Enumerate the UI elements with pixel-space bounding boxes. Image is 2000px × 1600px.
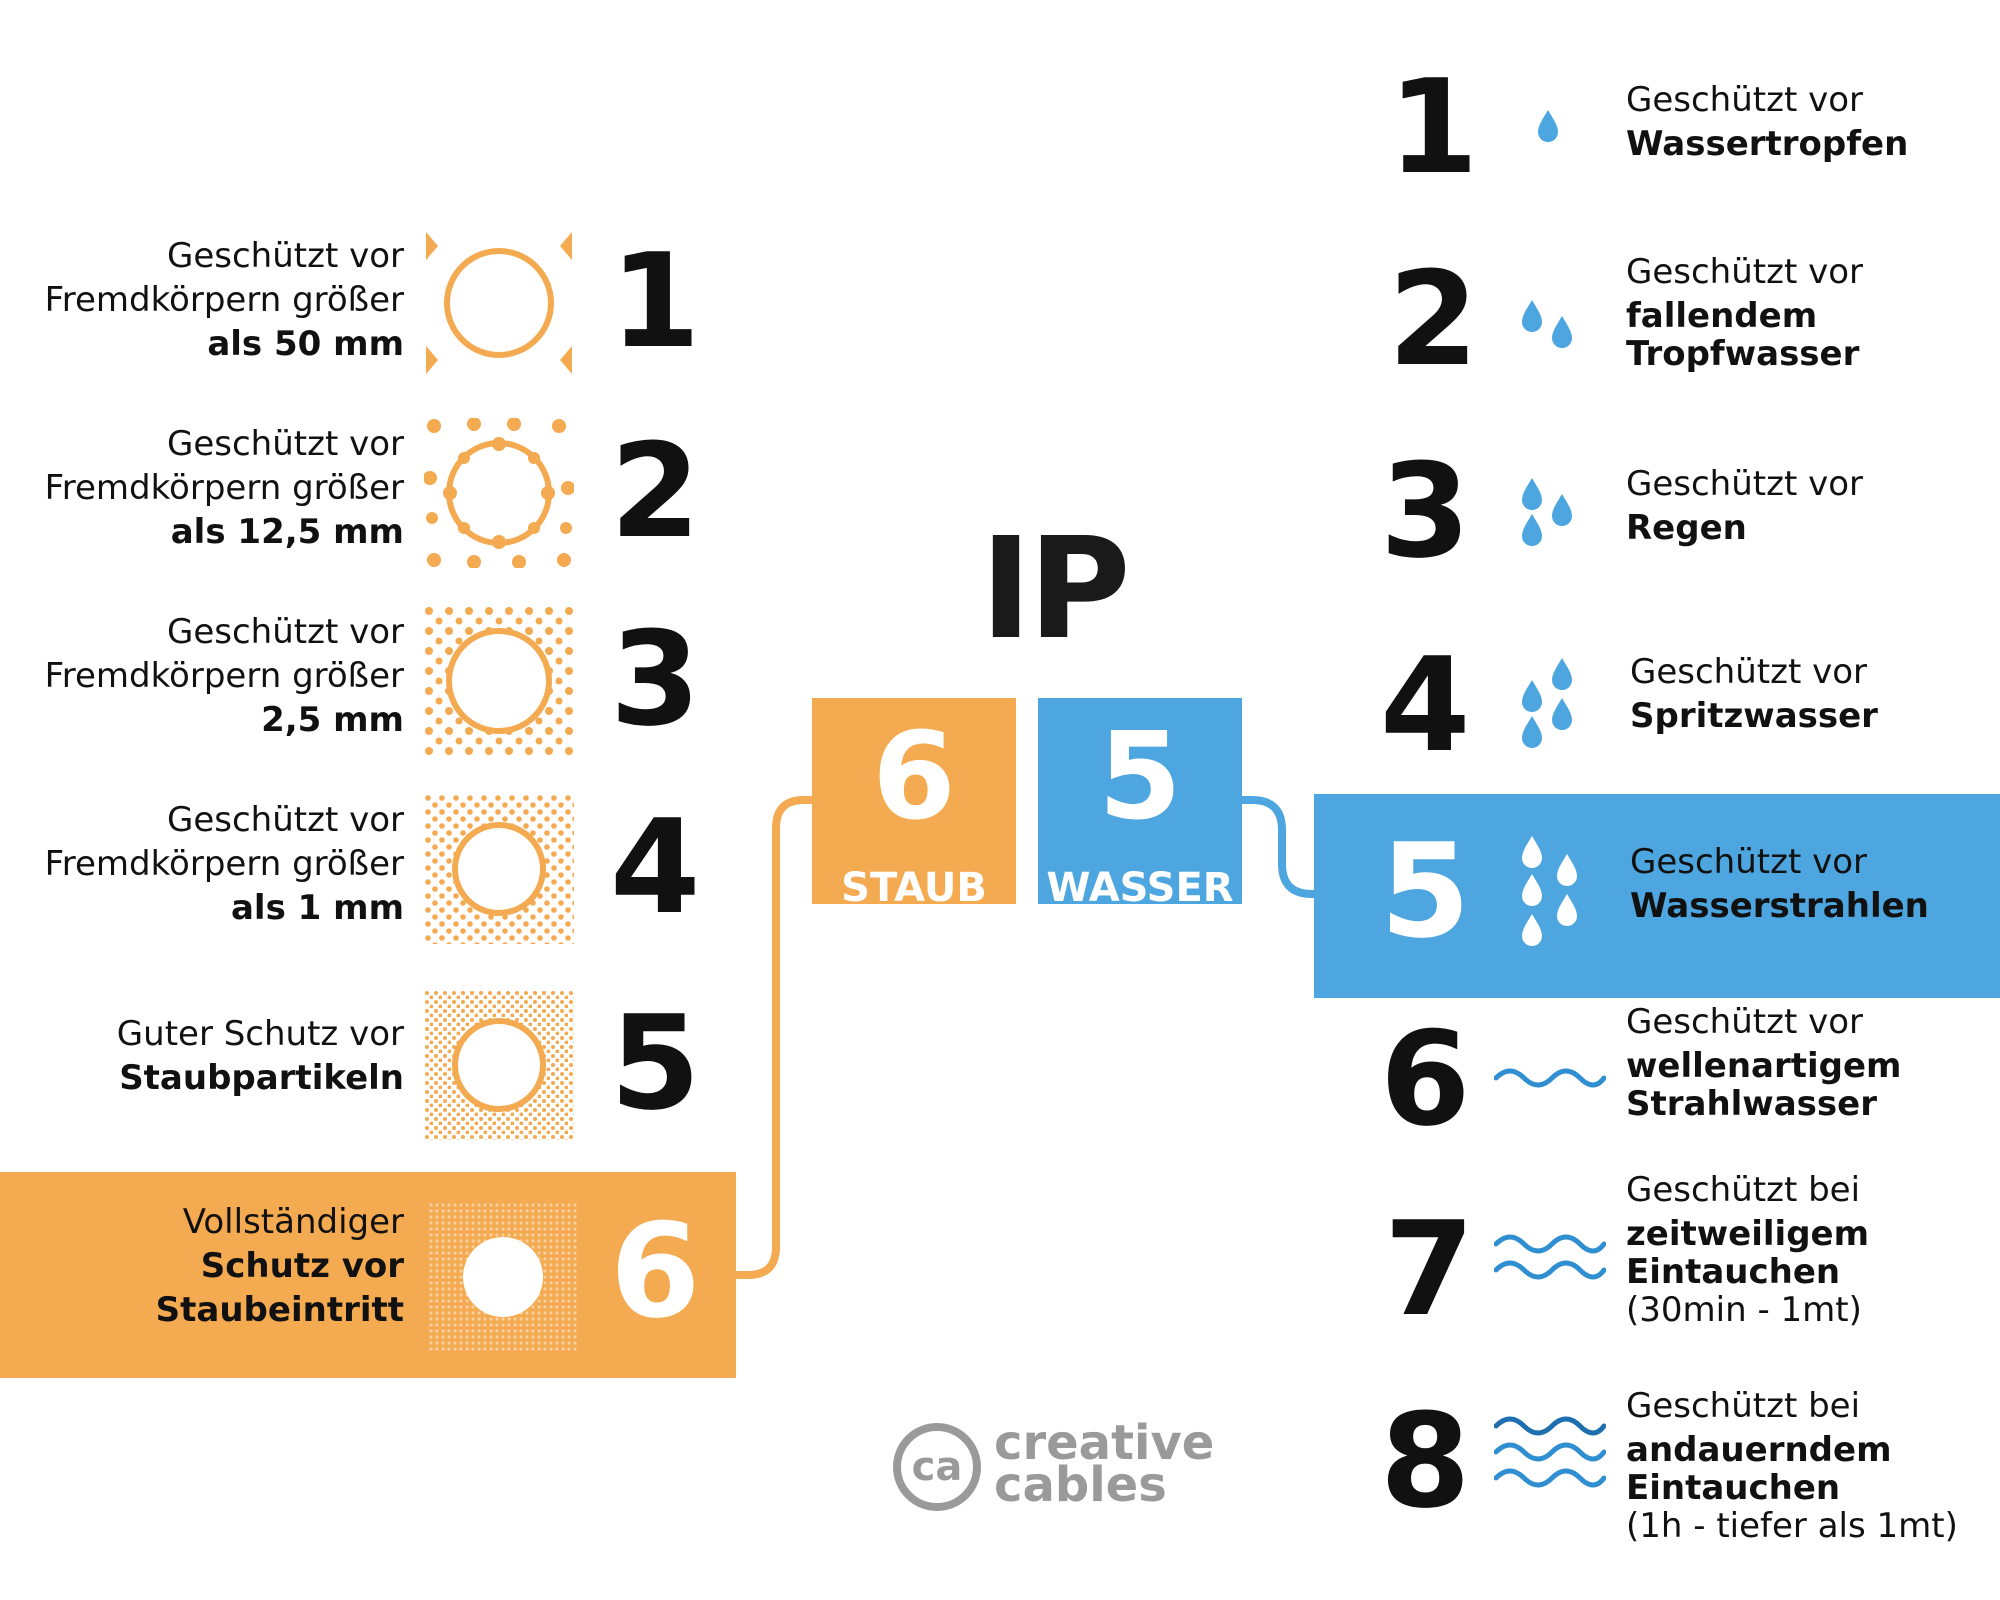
dust-level-2-bold: als 12,5 mm	[170, 512, 404, 552]
water-level-4-line1: Geschützt vor	[1630, 652, 1867, 692]
dust-level-6-number: 6	[610, 1195, 701, 1347]
water-level-5-line1: Geschützt vor	[1630, 842, 1867, 882]
water-level-7-label	[1626, 1168, 2000, 1332]
water-level-4-label	[1630, 650, 2000, 738]
water-level-1-label	[1626, 78, 2000, 166]
water-level-2-bold2: Tropfwasser	[1626, 334, 1860, 374]
dust-level-6-bold: Schutz vor	[200, 1246, 404, 1286]
two-drops-icon	[1512, 296, 1582, 356]
water-level-8-line1: Geschützt bei	[1626, 1386, 1861, 1426]
dust-level-3-label	[24, 610, 404, 742]
dust-tiny-object-icon	[424, 794, 574, 944]
water-level-5-number: 5	[1380, 815, 1471, 967]
water-level-7-bold2: Eintauchen	[1626, 1252, 1841, 1292]
dust-level-4-line2: Fremdkörpern größer	[44, 844, 404, 884]
dust-code-digit: 6	[872, 708, 956, 847]
water-code-box	[1038, 698, 1242, 911]
water-level-1-number: 1	[1388, 51, 1479, 203]
one-wave-icon	[1494, 1060, 1606, 1090]
four-drops-icon	[1512, 654, 1582, 754]
dust-large-object-icon	[424, 228, 574, 378]
water-level-3-line1: Geschützt vor	[1626, 464, 1863, 504]
ip-title: IP	[980, 508, 1127, 671]
water-level-3-bold: Regen	[1626, 508, 1747, 548]
dust-level-5-number: 5	[610, 987, 701, 1139]
dust-level-2-label	[24, 422, 404, 554]
water-level-2-number: 2	[1388, 243, 1479, 395]
five-drops-icon	[1512, 832, 1592, 962]
water-level-7-bold: zeitweiligem	[1626, 1214, 1870, 1254]
three-waves-icon	[1494, 1408, 1606, 1498]
water-level-7-number: 7	[1384, 1193, 1475, 1345]
dust-level-1-line2: Fremdkörpern größer	[44, 280, 404, 320]
dust-particles-icon	[424, 990, 574, 1140]
dust-level-4-line1: Geschützt vor	[167, 800, 404, 840]
dust-level-3-line2: Fremdkörpern größer	[44, 656, 404, 696]
dust-level-3-number: 3	[610, 603, 701, 755]
dust-code-word: STAUB	[841, 865, 987, 911]
water-level-8-bold2: Eintauchen	[1626, 1468, 1841, 1508]
water-code-word: WASSER	[1046, 865, 1234, 911]
water-level-3-number: 3	[1380, 435, 1471, 587]
dust-code-box	[812, 698, 1016, 911]
water-level-2-bold: fallendem	[1626, 296, 1818, 336]
water-level-1-line1: Geschützt vor	[1626, 80, 1863, 120]
dust-level-6-line1: Vollständiger	[182, 1202, 404, 1242]
brand-name	[994, 1415, 1215, 1513]
water-level-8-extra: (1h - tiefer als 1mt)	[1626, 1506, 1958, 1546]
dust-level-4-label	[24, 798, 404, 930]
water-level-3-label	[1626, 462, 2000, 550]
dust-level-2-number: 2	[610, 415, 701, 567]
water-level-8-number: 8	[1380, 1385, 1471, 1537]
brand-mark-text: ca	[911, 1444, 963, 1490]
three-drops-icon	[1512, 474, 1582, 554]
water-level-8-label	[1626, 1384, 2000, 1548]
water-level-6-bold: wellenartigem	[1626, 1046, 1902, 1086]
water-code-digit: 5	[1098, 708, 1182, 847]
water-level-5-label	[1630, 840, 2000, 928]
dust-small-object-icon	[424, 606, 574, 756]
water-level-2-label	[1626, 250, 2000, 376]
dust-level-1-label	[24, 234, 404, 366]
water-level-6-bold2: Strahlwasser	[1626, 1084, 1877, 1124]
brand-logo	[890, 1415, 1215, 1518]
water-level-6-line1: Geschützt vor	[1626, 1002, 1863, 1042]
brand-line2: cables	[994, 1457, 1167, 1513]
dust-level-2-line2: Fremdkörpern größer	[44, 468, 404, 508]
dust-level-1-line1: Geschützt vor	[167, 236, 404, 276]
dust-level-6-label	[24, 1200, 404, 1332]
water-level-5-bold: Wasserstrahlen	[1630, 886, 1929, 926]
dust-level-3-bold: 2,5 mm	[261, 700, 404, 740]
dust-level-1-bold: als 50 mm	[207, 324, 404, 364]
water-level-7-line1: Geschützt bei	[1626, 1170, 1861, 1210]
water-level-6-number: 6	[1380, 1003, 1471, 1155]
water-level-2-line1: Geschützt vor	[1626, 252, 1863, 292]
water-level-8-bold: andauerndem	[1626, 1430, 1892, 1470]
dust-medium-object-icon	[424, 418, 574, 568]
two-waves-icon	[1494, 1226, 1606, 1286]
dust-level-2-line1: Geschützt vor	[167, 424, 404, 464]
dust-level-5-bold: Staubpartikeln	[119, 1058, 404, 1098]
brand-line1: creative	[994, 1415, 1215, 1471]
water-level-6-label	[1626, 1000, 2000, 1126]
dust-level-5-line1: Guter Schutz vor	[116, 1014, 404, 1054]
dust-level-5-label	[24, 1012, 404, 1100]
water-level-4-bold: Spritzwasser	[1630, 696, 1878, 736]
dust-level-4-bold: als 1 mm	[230, 888, 404, 928]
water-level-4-number: 4	[1380, 629, 1471, 781]
dust-level-3-line1: Geschützt vor	[167, 612, 404, 652]
brand-mark-icon	[890, 1420, 984, 1514]
water-level-7-extra: (30min - 1mt)	[1626, 1290, 1862, 1330]
dust-tight-icon	[428, 1202, 578, 1352]
dust-level-4-number: 4	[610, 791, 701, 943]
single-drop-icon	[1528, 104, 1568, 152]
water-level-1-bold: Wassertropfen	[1626, 124, 1909, 164]
dust-level-1-number: 1	[610, 225, 701, 377]
dust-level-6-bold2: Staubeintritt	[155, 1290, 404, 1330]
